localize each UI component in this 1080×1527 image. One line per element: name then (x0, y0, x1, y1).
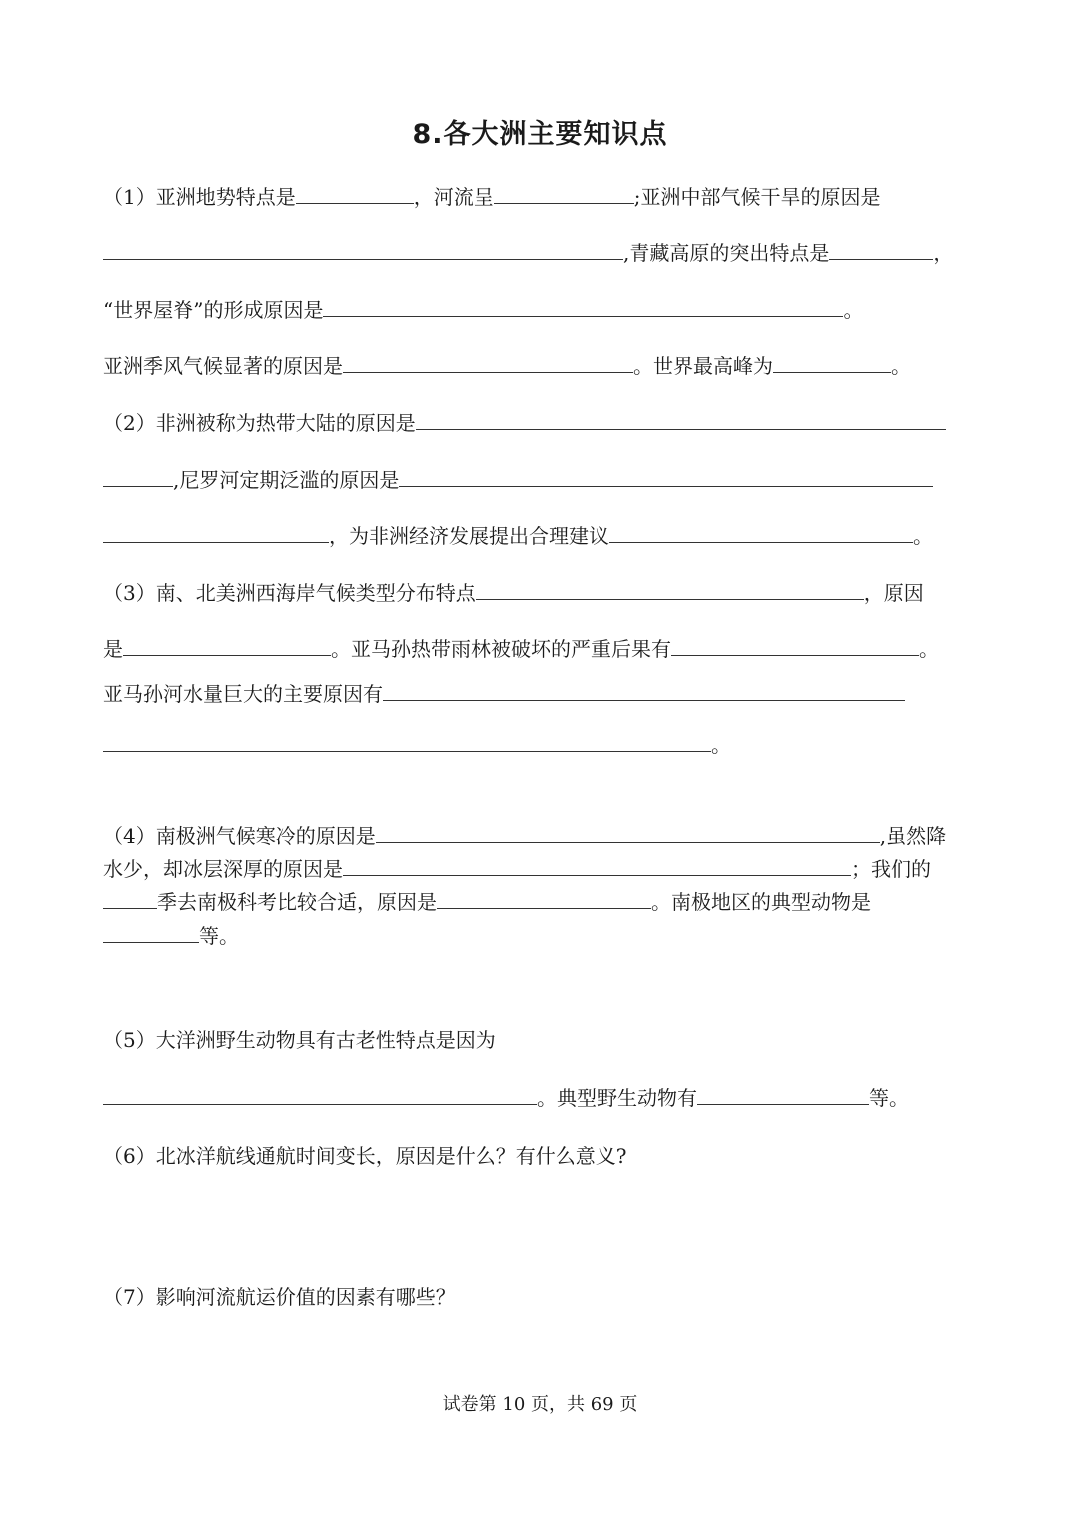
q1-text-b: ，河流呈 (413, 185, 494, 209)
q4-text-f: 。南极地区的典型动物是 (651, 890, 871, 914)
q3-line-1 (103, 577, 924, 607)
q2-line-3 (103, 520, 933, 550)
q3-text-f: 亚马孙河水量巨大的主要原因有 (103, 682, 383, 706)
page-footer: 试卷第 10 页，共 69 页 (442, 1394, 638, 1415)
q3-text-b: ，原因 (863, 581, 924, 605)
q1-text-j: 。 (891, 354, 911, 378)
q1-line-2 (103, 237, 953, 267)
q3-text-e: 。 (919, 637, 939, 661)
q3-line-3 (103, 678, 905, 708)
q1-text-g: 。 (843, 298, 864, 322)
q4-text-b: ,虽然降 (879, 824, 947, 848)
answer-blank[interactable] (103, 237, 623, 260)
q5-line-1 (103, 1025, 496, 1055)
q3-line-4 (103, 729, 731, 759)
answer-blank[interactable] (494, 181, 634, 204)
q1-line-3 (103, 294, 863, 324)
q4-text-a: （4）南极洲气候寒冷的原因是 (103, 824, 376, 848)
q4-text-d: ；我们的 (851, 857, 931, 881)
answer-blank[interactable] (437, 886, 651, 909)
q7-text: （7）影响河流航运价值的因素有哪些？ (103, 1285, 456, 1309)
answer-blank[interactable] (399, 464, 933, 487)
answer-blank[interactable] (103, 464, 173, 487)
q3-text-g: 。 (711, 733, 731, 757)
q1-text-e: ， (933, 241, 954, 265)
q7-line (103, 1282, 456, 1312)
q4-text-e: 季去南极科考比较合适，原因是 (157, 890, 437, 914)
q2-text-d: 。 (913, 524, 933, 548)
q4-text-g: 等。 (199, 924, 239, 948)
answer-blank[interactable] (416, 407, 946, 430)
q2-text-b: ,尼罗河定期泛滥的原因是 (173, 468, 400, 492)
q4-line-3 (103, 886, 871, 916)
q3-text-d: 。亚马孙热带雨林被破坏的严重后果有 (331, 637, 671, 661)
answer-blank[interactable] (103, 729, 711, 752)
answer-blank[interactable] (376, 820, 880, 843)
q4-text-c: 水少，却冰层深厚的原因是 (103, 857, 343, 881)
q3-line-2 (103, 633, 939, 663)
answer-blank[interactable] (697, 1082, 869, 1105)
q4-line-1 (103, 820, 946, 850)
answer-blank[interactable] (103, 1082, 537, 1105)
q2-line-2 (103, 464, 933, 494)
q3-text-c: 是 (103, 637, 123, 661)
q1-line-4 (103, 350, 911, 380)
answer-blank[interactable] (103, 886, 157, 909)
q5-text-c: 等。 (869, 1086, 909, 1110)
q3-text-a: （3）南、北美洲西海岸气候类型分布特点 (103, 581, 476, 605)
q6-text: （6）北冰洋航线通航时间变长，原因是什么？有什么意义? (103, 1144, 627, 1168)
answer-blank[interactable] (123, 633, 331, 656)
answer-blank[interactable] (476, 577, 864, 600)
q4-line-2 (103, 853, 931, 883)
answer-blank[interactable] (383, 678, 905, 701)
answer-blank[interactable] (609, 520, 913, 543)
answer-blank[interactable] (829, 237, 933, 260)
q4-line-4 (103, 920, 239, 950)
q1-text-d: ,青藏高原的突出特点是 (623, 241, 830, 265)
q1-text-a: （1）亚洲地势特点是 (103, 185, 296, 209)
answer-blank[interactable] (323, 294, 843, 317)
answer-blank[interactable] (343, 853, 851, 876)
q5-text-a: （5）大洋洲野生动物具有古老性特点是因为 (103, 1028, 496, 1052)
q5-text-b: 。典型野生动物有 (537, 1086, 697, 1110)
q1-text-h: 亚洲季风气候显著的原因是 (103, 354, 343, 378)
q2-text-c: ，为非洲经济发展提出合理建议 (329, 524, 609, 548)
q6-line (103, 1141, 626, 1171)
q2-text-a: （2）非洲被称为热带大陆的原因是 (103, 411, 416, 435)
answer-blank[interactable] (103, 520, 329, 543)
q5-line-2 (103, 1082, 909, 1112)
q1-text-c: ;亚洲中部气候干旱的原因是 (633, 185, 881, 209)
answer-blank[interactable] (343, 350, 633, 373)
answer-blank[interactable] (773, 350, 891, 373)
answer-blank[interactable] (103, 920, 199, 943)
answer-blank[interactable] (671, 633, 919, 656)
q1-text-f: “世界屋脊”的形成原因是 (103, 298, 324, 322)
q1-text-i: 。世界最高峰为 (633, 354, 773, 378)
page-title: 8.各大洲主要知识点 (412, 119, 668, 150)
q2-line-1 (103, 407, 946, 437)
answer-blank[interactable] (296, 181, 414, 204)
q1-line-1 (103, 181, 880, 211)
